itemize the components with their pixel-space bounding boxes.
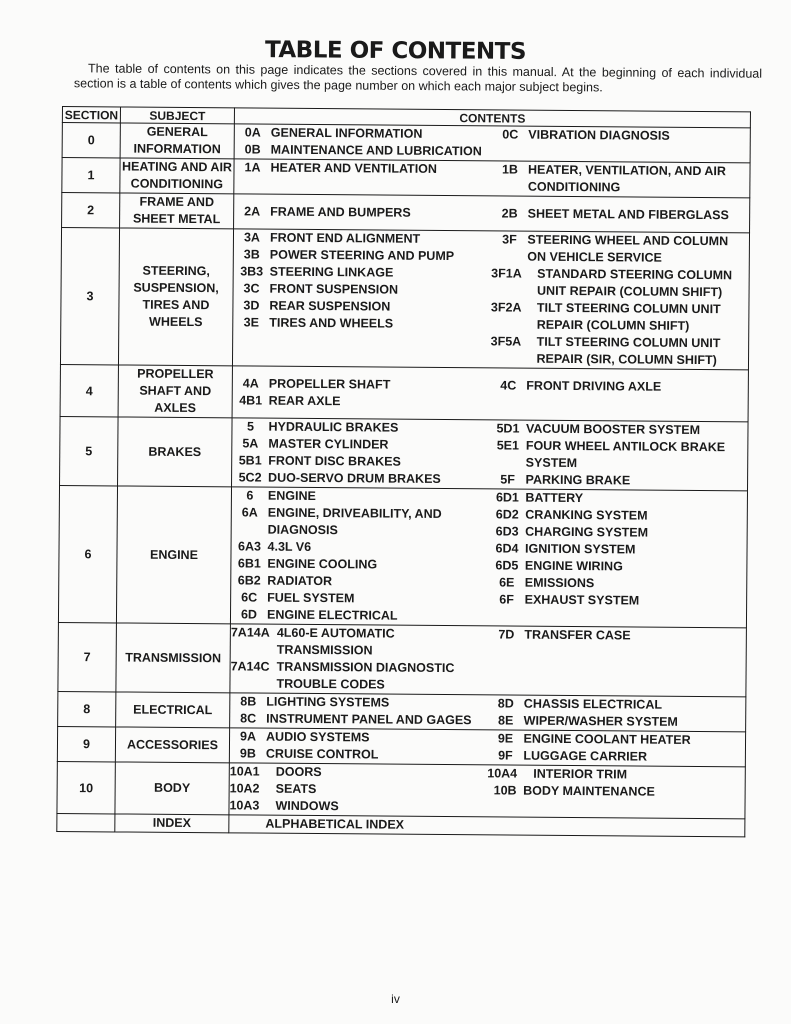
toc-row (60, 416, 749, 490)
contents-column-left (230, 693, 488, 729)
entry-code: 6D5 (495, 558, 519, 573)
section-number: 8 (58, 691, 116, 726)
contents-entry (487, 747, 745, 766)
contents-entry (492, 161, 750, 197)
contents-entry (492, 205, 750, 224)
entry-title: ENGINE WIRING (524, 558, 623, 574)
contents-entry (489, 591, 747, 610)
entry-title: CHARGING SYSTEM (525, 524, 649, 540)
contents-entry (491, 299, 749, 335)
entry-code: 3A (243, 230, 261, 245)
contents-entry (491, 231, 749, 267)
section-contents (229, 763, 745, 819)
entry-code: 8C (240, 711, 257, 726)
contents-column-right (487, 730, 745, 766)
section-number: 4 (60, 364, 118, 416)
contents-entry (234, 280, 492, 299)
section-subject: PROPELLER SHAFT AND AXLES (118, 365, 232, 418)
entry-code: 6D (240, 607, 258, 622)
entry-code: 7A14A (230, 625, 270, 640)
contents-entry (232, 469, 490, 488)
contents-entry (230, 763, 488, 782)
contents-entry (233, 392, 491, 411)
entry-title: TILT STEERING COLUMN UNIT REPAIR (COLUMN SHIFT) (536, 300, 721, 333)
toc-row (60, 364, 748, 421)
section-subject: STEERING, SUSPENSION, TIRES AND WHEELS (118, 228, 233, 366)
entry-title: SEATS (275, 781, 317, 797)
entry-code: 3B3 (240, 264, 264, 279)
section-subject: FRAME AND SHEET METAL (120, 193, 234, 229)
contents-column-left (232, 418, 490, 488)
section-number: 1 (62, 158, 120, 193)
contents-column-right (492, 126, 750, 162)
contents-column-left (231, 487, 490, 625)
contents-entry (491, 265, 749, 301)
entry-code: 6 (246, 488, 254, 503)
contents-column-right (492, 161, 750, 197)
contents-entry (234, 229, 492, 248)
entry-title: CHASSIS ELECTRICAL (523, 696, 663, 712)
contents-entry (229, 815, 487, 834)
contents-entry (490, 420, 748, 439)
contents-entry (234, 159, 492, 178)
contents-entry (230, 728, 488, 747)
section-subject: ENGINE (116, 486, 231, 624)
entry-code: 1B (501, 162, 519, 177)
contents-entry (490, 437, 748, 473)
entry-title: ENGINE ELECTRICAL (266, 607, 398, 623)
entry-code: 3F (502, 232, 517, 247)
toc-table (56, 106, 751, 837)
entry-title: CRUISE CONTROL (265, 746, 379, 762)
entry-code: 10B (493, 783, 517, 798)
entry-title: LIGHTING SYSTEMS (266, 694, 390, 710)
entry-code: 8E (497, 713, 514, 728)
contents-column-left (234, 203, 492, 222)
contents-entry (490, 333, 748, 369)
entry-code: 9B (239, 746, 256, 761)
entry-title: ALPHABETICAL INDEX (265, 816, 405, 832)
contents-column-left (233, 229, 492, 367)
entry-title: TRANSMISSION DIAGNOSTIC TROUBLE CODES (276, 659, 455, 692)
entry-title: INSTRUMENT PANEL AND GAGES (266, 711, 472, 728)
section-contents (230, 693, 746, 732)
section-number: 3 (60, 228, 119, 365)
toc-row (60, 228, 749, 370)
entry-title: TIRES AND WHEELS (269, 315, 394, 331)
contents-entry (489, 557, 747, 576)
section-number: 9 (57, 726, 115, 761)
contents-column-left (235, 124, 493, 160)
section-subject: GENERAL INFORMATION (120, 123, 234, 159)
section-subject: ACCESSORIES (115, 727, 229, 763)
toc-row (57, 761, 745, 818)
entry-title: BODY MAINTENANCE (523, 783, 655, 799)
entry-title: ENGINE, DRIVEABILITY, AND DIAGNOSIS (267, 505, 442, 538)
section-contents (230, 487, 747, 628)
entry-title: PROPELLER SHAFT (268, 376, 391, 392)
entry-code: 9A (239, 729, 257, 744)
entry-code: 0C (502, 127, 519, 142)
contents-entry (231, 538, 489, 557)
toc-row (57, 726, 745, 766)
contents-column-right (488, 489, 747, 627)
toc-row (62, 123, 750, 163)
contents-entry (233, 297, 491, 316)
section-subject: BODY (115, 762, 229, 815)
contents-entry (234, 246, 492, 265)
entry-code: 3F5A (490, 334, 522, 349)
section-subject: INDEX (115, 814, 229, 833)
entry-code: 5D1 (496, 421, 520, 436)
entry-code: 9E (497, 731, 514, 746)
entry-title: DOORS (275, 764, 322, 780)
contents-entry (230, 745, 488, 764)
toc-body (57, 123, 751, 837)
entry-title: STANDARD STEERING COLUMN UNIT REPAIR (COLUMN SHIFT) (537, 266, 733, 300)
section-subject: HEATING AND AIR CONDITIONING (120, 158, 234, 194)
section-number: 2 (62, 193, 120, 228)
section-number: 7 (58, 622, 117, 691)
contents-entry (489, 540, 747, 559)
entry-title: FRONT DRIVING AXLE (526, 378, 662, 394)
entry-code: 6B2 (237, 573, 261, 588)
contents-entry (230, 710, 488, 729)
contents-entry (489, 523, 747, 542)
contents-column-right (488, 695, 746, 731)
contents-entry (487, 730, 745, 749)
contents-entry (487, 782, 745, 801)
entry-title: EXHAUST SYSTEM (524, 592, 640, 608)
contents-entry (232, 452, 490, 471)
entry-code (229, 815, 265, 832)
entry-code: 6D1 (495, 490, 519, 505)
contents-entry (234, 203, 492, 222)
entry-title: RADIATOR (267, 573, 333, 589)
contents-column-right (490, 377, 748, 413)
contents-column-left (234, 159, 492, 195)
contents-entry (232, 418, 490, 437)
entry-title: FUEL SYSTEM (267, 590, 355, 606)
entry-title: FRONT END ALIGNMENT (269, 230, 421, 246)
contents-column-left (230, 624, 488, 694)
contents-entry (231, 589, 489, 608)
page-number: iv (391, 992, 400, 1006)
section-contents (234, 194, 750, 233)
entry-title: LUGGAGE CARRIER (523, 748, 648, 764)
contents-entry (232, 504, 490, 540)
contents-column-right (490, 231, 749, 369)
section-contents (229, 815, 745, 837)
entry-title: EMISSIONS (524, 575, 595, 591)
entry-code: 3E (243, 315, 260, 330)
entry-title: REAR AXLE (268, 393, 341, 408)
header-section: SECTION (62, 107, 120, 123)
entry-title: FRAME AND BUMPERS (270, 204, 411, 220)
entry-title: TRANSFER CASE (524, 627, 631, 643)
entry-code: 10A1 (229, 764, 260, 779)
contents-entry (234, 263, 492, 282)
entry-title: ENGINE COOLING (267, 556, 378, 572)
contents-column-right (487, 817, 745, 836)
entry-title: CRANKING SYSTEM (525, 507, 648, 523)
header-subject: SUBJECT (120, 107, 234, 124)
header-contents: CONTENTS (234, 108, 750, 128)
contents-entry (232, 435, 490, 454)
entry-code: 6E (499, 575, 515, 590)
contents-column-right (492, 205, 750, 224)
toc-row (62, 158, 750, 198)
entry-code: 3C (243, 281, 260, 296)
section-number (57, 813, 115, 831)
entry-title: VACUUM BOOSTER SYSTEM (525, 421, 701, 438)
toc-row (62, 193, 750, 233)
entry-code: 7D (498, 627, 515, 642)
entry-title: BATTERY (525, 490, 584, 506)
contents-entry (233, 375, 491, 394)
entry-code: 5 (246, 419, 255, 434)
section-contents (232, 229, 749, 370)
contents-entry (487, 765, 745, 784)
entry-title: HEATER, VENTILATION, AND AIR CONDITIONING (527, 162, 726, 195)
contents-column-left (229, 763, 487, 816)
entry-title: SHEET METAL AND FIBERGLASS (527, 206, 729, 222)
entry-title: POWER STEERING AND PUMP (269, 247, 455, 264)
entry-code: 4A (242, 375, 259, 391)
entry-code: 6F (499, 592, 514, 607)
contents-entry (235, 124, 493, 143)
section-subject: TRANSMISSION (116, 623, 231, 693)
section-number: 10 (57, 761, 115, 813)
entry-code: 10A3 (229, 798, 260, 813)
entry-title: WINDOWS (275, 798, 339, 814)
contents-entry (230, 658, 488, 694)
entry-title: GENERAL INFORMATION (270, 125, 423, 141)
entry-code: 7A14C (230, 659, 270, 674)
contents-entry (229, 797, 487, 816)
entry-title: FRONT SUSPENSION (269, 281, 399, 297)
contents-entry (230, 780, 488, 799)
entry-code: 6D3 (495, 524, 519, 539)
contents-entry (490, 471, 748, 490)
entry-title: IGNITION SYSTEM (524, 541, 636, 557)
entry-code: 6A3 (238, 539, 262, 554)
contents-column-right (490, 420, 748, 490)
entry-title: ENGINE (267, 488, 316, 504)
entry-title: MAINTENANCE AND LUBRICATION (270, 142, 482, 159)
entry-title: 4.3L V6 (267, 539, 312, 554)
entry-title: INTERIOR TRIM (533, 766, 628, 782)
toc-row (58, 622, 747, 696)
entry-title: STEERING LINKAGE (269, 264, 394, 280)
entry-code: 3F2A (490, 300, 522, 315)
contents-entry (231, 624, 489, 660)
entry-title: MASTER CYLINDER (268, 436, 389, 452)
entry-title: AUDIO SYSTEMS (265, 729, 370, 745)
entry-code: 6A (241, 505, 258, 520)
contents-column-left (233, 375, 491, 411)
contents-column-left (230, 728, 488, 764)
contents-entry (488, 695, 746, 714)
contents-entry (232, 487, 490, 506)
contents-entry (231, 572, 489, 591)
entry-code: 10A2 (229, 781, 260, 796)
section-contents (234, 124, 750, 163)
entry-code: 4C (500, 377, 517, 393)
contents-entry (230, 693, 488, 712)
section-subject: BRAKES (118, 417, 233, 487)
section-contents (229, 728, 745, 767)
entry-title: VIBRATION DIAGNOSIS (528, 127, 670, 143)
contents-entry (489, 506, 747, 525)
entry-title: TILT STEERING COLUMN UNIT REPAIR (SIR, COLUMN SHIFT) (536, 334, 721, 368)
page-title: TABLE OF CONTENTS (264, 37, 527, 65)
entry-code: 5B1 (238, 453, 262, 468)
contents-entry (488, 712, 746, 731)
entry-title: WIPER/WASHER SYSTEM (523, 713, 678, 729)
section-number: 6 (58, 485, 117, 622)
section-contents (234, 159, 750, 198)
contents-entry (231, 606, 489, 625)
entry-title: 4L60-E AUTOMATIC TRANSMISSION (276, 625, 395, 658)
section-contents (232, 418, 749, 491)
entry-code: 3B (243, 247, 260, 262)
entry-code: 5E1 (496, 438, 520, 453)
toc-row (58, 485, 747, 627)
entry-code: 6D4 (495, 541, 519, 556)
entry-title: ENGINE COOLANT HEATER (523, 731, 691, 747)
entry-code: 1A (244, 160, 261, 175)
entry-code: 6B1 (237, 556, 261, 571)
entry-title: DUO-SERVO DRUM BRAKES (268, 470, 441, 486)
entry-code: 6D2 (495, 507, 519, 522)
contents-entry (489, 489, 747, 508)
intro-text: The table of contents on this page indicates the sections covered in this manual. At the beginning of each individual section is a table of contents which gives the page number on which each major subject begins. (73, 61, 763, 95)
entry-code: 10A4 (487, 766, 518, 781)
entry-code: 5A (242, 436, 259, 451)
contents-column-right (488, 626, 746, 696)
entry-title: FOUR WHEEL ANTILOCK BRAKE SYSTEM (525, 438, 726, 471)
entry-code: 8D (497, 696, 514, 711)
entry-title: REAR SUSPENSION (269, 298, 391, 314)
contents-entry (489, 574, 747, 593)
contents-entry (235, 141, 493, 160)
entry-code: 4B1 (239, 392, 263, 408)
contents-column-right (487, 765, 745, 818)
section-number: 5 (60, 416, 119, 485)
entry-title: FRONT DISC BRAKES (268, 453, 401, 469)
contents-column-left (229, 815, 487, 834)
intro-paragraph (74, 61, 762, 96)
entry-code: 0A (244, 125, 261, 140)
entry-title: PARKING BRAKE (525, 472, 631, 488)
entry-title: STEERING WHEEL AND COLUMN ON VEHICLE SERVICE (527, 232, 729, 265)
toc-row (58, 691, 746, 731)
contents-entry (231, 555, 489, 574)
section-number: 0 (62, 123, 120, 158)
contents-entry (233, 314, 491, 333)
entry-title: HYDRAULIC BRAKES (268, 419, 399, 435)
contents-entry (488, 626, 746, 645)
entry-code: 2B (501, 205, 518, 221)
entry-code: 5C2 (238, 470, 262, 485)
entry-code: 9F (498, 748, 513, 763)
entry-code: 0B (244, 142, 261, 157)
section-subject: ELECTRICAL (116, 692, 230, 728)
entry-code: 6C (241, 590, 258, 605)
section-contents (230, 624, 747, 697)
entry-code: 2A (244, 203, 261, 219)
entry-title: HEATER AND VENTILATION (270, 160, 438, 176)
section-contents (232, 366, 748, 422)
contents-entry (492, 126, 750, 145)
entry-code: 3F1A (491, 266, 522, 281)
entry-code: 3D (243, 298, 260, 313)
contents-entry (490, 377, 748, 396)
entry-code: 8B (240, 694, 257, 709)
entry-code: 5F (500, 472, 515, 487)
